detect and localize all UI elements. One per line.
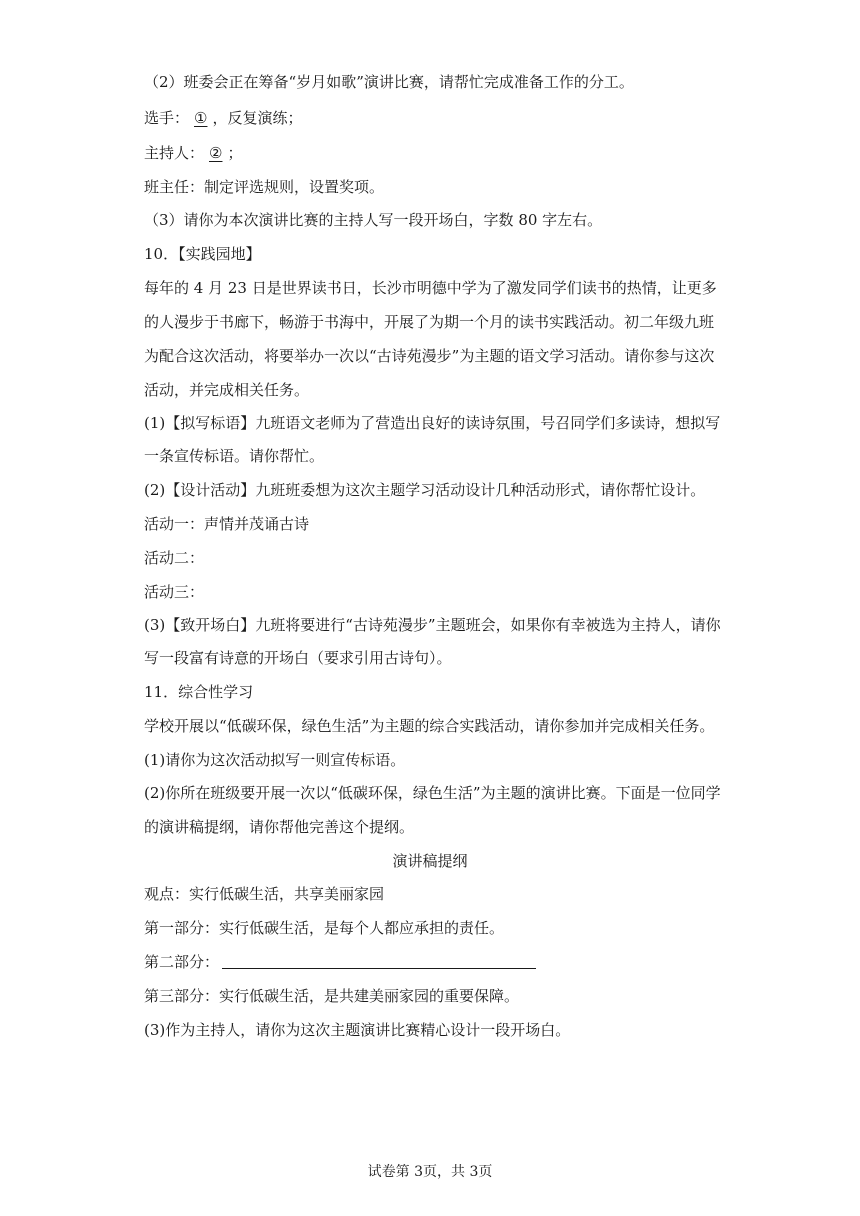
- q10-paragraph-4: 活动，并完成相关任务。: [144, 381, 310, 399]
- q10-3-line-b: 写一段富有诗意的开场白（要求引用古诗句）。: [144, 649, 452, 667]
- blank-1: ①: [194, 109, 208, 127]
- q11-2-line-a: (2)你所在班级要开展一次以“低碳环保，绿色生活”为主题的演讲比赛。下面是一位同学: [144, 784, 721, 802]
- teacher-line: 班主任：制定评选规则，设置奖项。: [144, 178, 385, 196]
- outline-part-1: 第一部分：实行低碳生活，是每个人都应承担的责任。: [144, 919, 505, 937]
- q11-title: 11．综合性学习: [144, 683, 254, 701]
- activity-3: 活动三：: [144, 583, 205, 601]
- q11-2-line-b: 的演讲稿提纲，请你帮他完善这个提纲。: [144, 818, 415, 836]
- activity-1: 活动一：声情并茂诵古诗: [144, 515, 310, 533]
- q10-1-line-a: (1)【拟写标语】九班语文老师为了营造出良好的读诗氛围，号召同学们多读诗，想拟写: [144, 414, 721, 432]
- q3-line: （3）请你为本次演讲比赛的主持人写一段开场白，字数 80 字左右。: [144, 211, 603, 229]
- q10-paragraph-3: 为配合这次活动，将要举办一次以“古诗苑漫步”为主题的语文学习活动。请你参与这次: [144, 347, 715, 365]
- q10-title: 10．【实践园地】: [144, 245, 261, 263]
- q10-1-line-b: 一条宣传标语。请你帮忙。: [144, 447, 325, 465]
- q10-3-line-a: (3)【致开场白】九班将要进行“古诗苑漫步”主题班会，如果你有幸被选为主持人，请你: [144, 616, 721, 634]
- q10-2-line: (2)【设计活动】九班班委想为这次主题学习活动设计几种活动形式，请你帮忙设计。: [144, 481, 706, 499]
- player-prefix: 选手：: [144, 109, 190, 127]
- q11-paragraph: 学校开展以“低碳环保，绿色生活”为主题的综合实践活动，请你参加并完成相关任务。: [144, 717, 715, 735]
- q10-paragraph-1: 每年的 4 月 23 日是世界读书日，长沙市明德中学为了激发同学们读书的热情，让更多: [144, 279, 717, 297]
- q11-3-line: (3)作为主持人，请你为这次主题演讲比赛精心设计一段开场白。: [144, 1021, 571, 1039]
- outline-part-2: [144, 952, 536, 972]
- answer-blank-line[interactable]: [222, 952, 536, 969]
- outline-part-2-label: 第二部分：: [144, 953, 220, 971]
- page-footer: 试卷第 3页，共 3页: [367, 1164, 493, 1180]
- host-line: [144, 143, 242, 163]
- host-prefix: 主持人：: [144, 144, 205, 162]
- q2-intro: （2）班委会正在筹备“岁月如歌”演讲比赛，请帮忙完成准备工作的分工。: [144, 73, 634, 91]
- blank-2: ②: [209, 144, 223, 162]
- q10-paragraph-2: 的人漫步于书廊下，畅游于书海中，开展了为期一个月的读书实践活动。初二年级九班: [144, 313, 715, 331]
- activity-2: 活动二：: [144, 549, 205, 567]
- outline-title: 演讲稿提纲: [392, 852, 468, 870]
- outline-part-3: 第三部分：实行低碳生活，是共建美丽家园的重要保障。: [144, 987, 520, 1005]
- host-suffix: ；: [227, 144, 243, 162]
- player-line: [144, 108, 302, 128]
- q11-1-line: (1)请你为这次活动拟写一则宣传标语。: [144, 751, 406, 769]
- outline-view: 观点：实行低碳生活，共享美丽家园: [144, 885, 385, 903]
- player-suffix: ，反复演练；: [212, 109, 303, 127]
